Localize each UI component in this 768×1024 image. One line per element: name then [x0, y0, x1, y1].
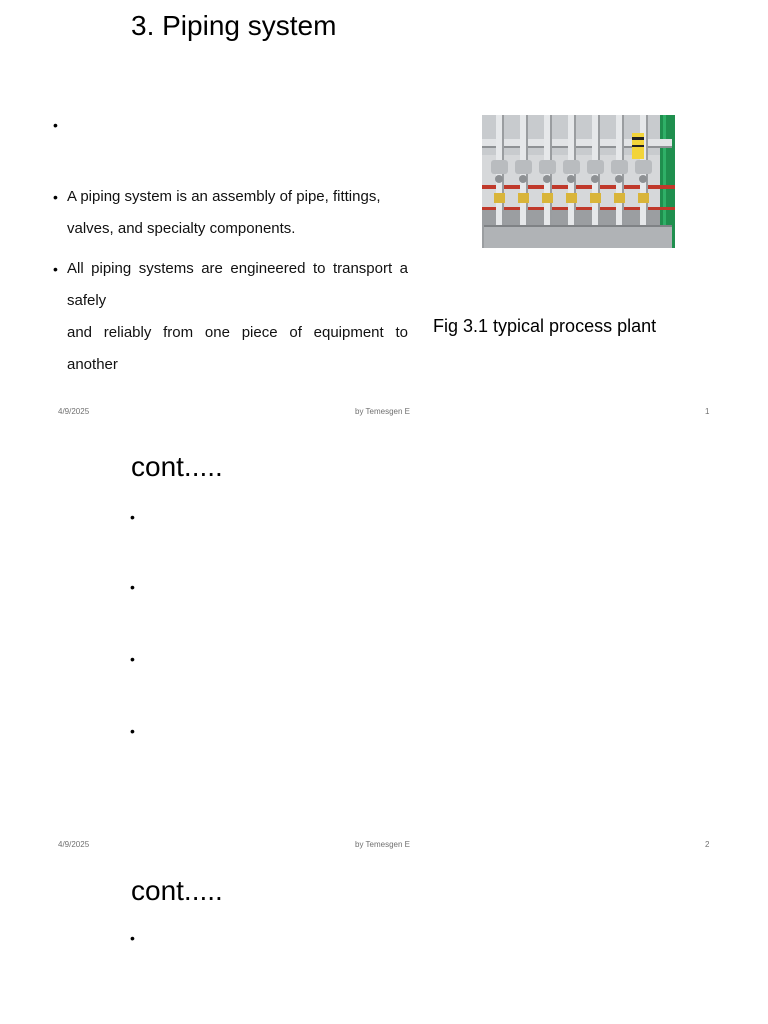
- bullet-marker: •: [53, 189, 58, 205]
- footer-author: by Temesgen E: [355, 840, 410, 849]
- empty-bullet: •: [130, 579, 135, 595]
- bullet-text-piping-purpose-continued: and reliably from one piece of equipment to another: [67, 324, 408, 373]
- bullet-text-piping-purpose: All piping systems are engineered to transport a safely: [67, 260, 408, 309]
- slide-1: [0, 0, 768, 433]
- bullet-marker: •: [53, 261, 58, 277]
- figure-caption: Fig 3.1 typical process plant: [433, 316, 657, 336]
- footer-date: 4/9/2025: [58, 407, 90, 416]
- slide-2: [0, 433, 768, 866]
- empty-bullet: •: [130, 723, 135, 739]
- slide-title: 3. Piping system: [131, 10, 337, 41]
- bullet-text-piping-definition: A piping system is an assembly of pipe, fittings, valves, and specialty components.: [67, 188, 381, 237]
- footer-page-number: 1: [705, 407, 710, 416]
- footer-author: by Temesgen E: [355, 407, 410, 416]
- process-plant-photo: [482, 115, 675, 248]
- empty-bullet: •: [130, 509, 135, 525]
- footer-page-number: 2: [705, 840, 710, 849]
- empty-bullet: •: [53, 117, 58, 133]
- empty-bullet: •: [130, 651, 135, 667]
- slide-3: [0, 866, 768, 1024]
- slide-title: cont.....: [131, 451, 223, 482]
- footer-date: 4/9/2025: [58, 840, 90, 849]
- empty-bullet: •: [130, 930, 135, 946]
- slide-title: cont.....: [131, 875, 223, 906]
